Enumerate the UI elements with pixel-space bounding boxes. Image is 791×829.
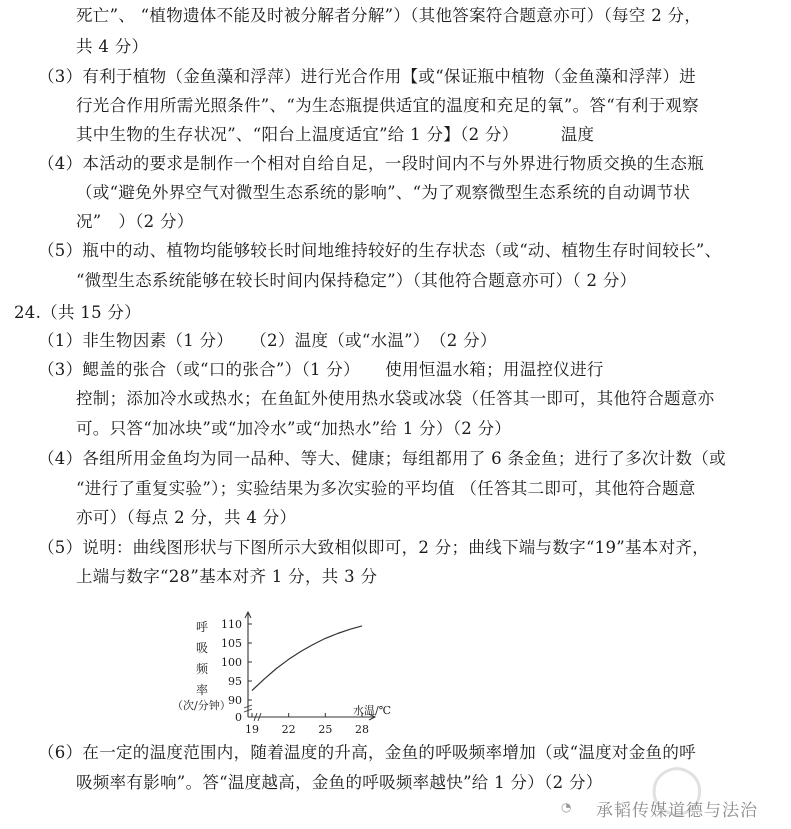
text-line: 况” ）（2 分） — [76, 212, 194, 231]
text-line: （4）各组所用金鱼均为同一品种、等大、健康；每组都用了 6 条金鱼；进行了多次计数（或 — [38, 449, 726, 468]
y-axis-ticks — [221, 618, 252, 707]
x-tick-label: 28 — [355, 723, 369, 736]
text-line: （3）有利于植物（金鱼藻和浮萍）进行光合作用【或“保证瓶中植物（金鱼藻和浮萍）进 — [38, 67, 696, 86]
question-header: 24.（共 15 分） — [14, 303, 142, 322]
y-axis-label-char: 呼 — [196, 620, 209, 634]
y-tick-label: 110 — [221, 618, 242, 631]
text-line: （5）说明：曲线图形状与下图所示大致相似即可，2 分；曲线下端与数字“19”基本对齐， — [38, 538, 710, 557]
y-axis-label-char: 率 — [196, 683, 209, 697]
y-tick-label: 105 — [221, 637, 242, 650]
watermark-text: 承韬传媒道德与法治 — [596, 801, 758, 821]
text-line: 行光合作用所需光照条件”、“为生态瓶提供适宜的温度和充足的氧”。答“有利于观察 — [76, 96, 699, 115]
y-tick-label: 95 — [228, 675, 242, 688]
x-tick-label: 19 — [245, 723, 259, 736]
y-axis-label-unit: （次/分钟） — [172, 699, 231, 712]
text-line: 其中生物的生存状况”、“阳台上温度适宜”给 1 分】（2 分） 温度 — [76, 125, 595, 144]
chart-series — [252, 626, 362, 691]
series-line — [252, 626, 362, 691]
text-line: （5）瓶中的动、植物均能够较长时间地维持较好的生存状态（或“动、植物生存时间较长”、 — [38, 241, 722, 260]
text-line: 上端与数字“28”基本对齐 1 分，共 3 分 — [76, 567, 378, 586]
text-line: 可。只答“加冰块”或“加冷水”或“加热水”给 1 分）（2 分） — [76, 419, 512, 438]
text-line: 共 4 分） — [76, 37, 149, 56]
text-line: 吸频率有影响”。答“温度越高，金鱼的呼吸频率越快”给 1 分）（2 分） — [76, 773, 603, 792]
text-line: （1）非生物因素（1 分） （2）温度（或“水温”） （2 分） — [38, 331, 497, 350]
x-tick-label: 25 — [318, 723, 333, 736]
text-line: “进行了重复实验”）；实验结果为多次实验的平均值 （任答其二即可，其他符合题意 — [76, 479, 696, 498]
text-line: 死亡”、 “植物遗体不能及时被分解者分解”）（其他答案符合题意亦可）（每空 2 分， — [76, 6, 702, 25]
wechat-icon: ◔ — [561, 800, 572, 814]
y-tick-label: 100 — [221, 656, 242, 669]
text-line: （6）在一定的温度范围内，随着温度的升高，金鱼的呼吸频率增加（或“温度对金鱼的呼 — [38, 743, 696, 762]
origin-label: 0 — [235, 711, 242, 724]
text-line: （或“避免外界空气对微型生态系统的影响”、“为了观察微型生态系统的自动调节状 — [76, 183, 691, 202]
watermark-logo-icon: ◯ — [650, 760, 704, 816]
y-axis-label-char: 频 — [196, 662, 209, 676]
text-line: 控制；添加冷水或热水；在鱼缸外使用热水袋或冰袋（任答其一即可，其他符合题意亦 — [76, 389, 715, 408]
y-tick-label: 90 — [228, 694, 242, 707]
text-line: “微型生态系统能够在较长时间内保持稳定”）（其他符合题意亦可）（ 2 分） — [76, 271, 637, 290]
text-line: （4）本活动的要求是制作一个相对自给自足，一段时间内不与外界进行物质交换的生态瓶 — [38, 154, 704, 173]
x-tick-label: 22 — [281, 723, 296, 736]
x-axis-label: 水温/℃ — [353, 704, 392, 717]
text-line: （3）鳃盖的张合（或“口的张合”）（1 分） 使用恒温水箱；用温控仪进行 — [38, 360, 604, 379]
chart-axes — [235, 612, 391, 724]
text-line: 亦可）（每点 2 分，共 4 分） — [76, 508, 297, 527]
y-axis-label-char: 吸 — [196, 641, 209, 655]
